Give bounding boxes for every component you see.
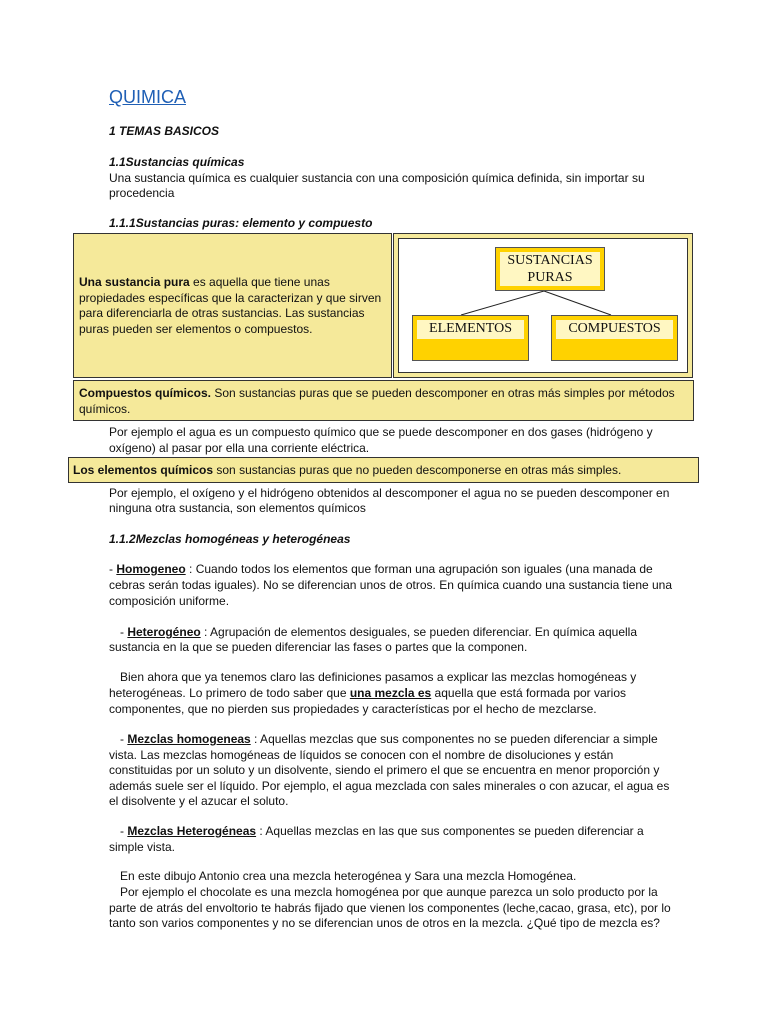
paragraph-intro-line3: componentes, que no pierden sus propiedades y características por el hecho de mezclarse. — [109, 702, 597, 716]
term-heterogeneo: Heterogéneo — [127, 625, 201, 639]
connector-line-right — [544, 291, 611, 315]
diagram-node-sustancias-puras — [495, 247, 605, 291]
list-dash: - — [120, 732, 128, 746]
list-dash: - — [109, 562, 117, 576]
paragraph-intro-line2 — [109, 686, 626, 702]
sustancias-puras-diagram — [393, 233, 693, 378]
section-heading-sustancias-quimicas: 1.1Sustancias químicas — [109, 155, 245, 169]
definition-line — [73, 463, 621, 479]
definition-mezclas-heterogeneas-line1 — [120, 824, 644, 840]
definition-line: puras pueden ser elementos o compuestos. — [79, 322, 313, 336]
definition-box-elementos-quimicos — [68, 457, 699, 483]
diagram-node-label: ELEMENTOS — [417, 320, 524, 339]
definition-line: químicos. — [79, 402, 131, 416]
paragraph-ejemplo-agua-line1: Por ejemplo el agua es un compuesto químico que se puede descomponer en dos gases (hidrógeno y — [109, 425, 653, 439]
term-una-mezcla-es: una mezcla es — [349, 686, 432, 700]
definition-term: Los elementos químicos — [73, 463, 214, 477]
paragraph-chocolate-line1: Por ejemplo el chocolate es una mezcla homogénea por que aunque parezca un solo producto por la — [120, 885, 658, 899]
list-dash: - — [120, 625, 128, 639]
definition-homogeneo-line3: composición uniforme. — [109, 594, 230, 608]
paragraph-chocolate-line2: parte de atrás del envoltorio te habrás fijado que vienen los componentes (leche,cacao, grasa, etc), por lo — [109, 901, 671, 915]
definition-line — [79, 275, 330, 291]
definition-mezclas-homogeneas-line5: el disolvente y el azucar el soluto. — [109, 794, 289, 808]
document-title[interactable]: QUIMICA — [109, 87, 187, 107]
paragraph-ejemplo-agua-line2: oxígeno) al pasar por ella una corriente eléctrica. — [109, 441, 370, 455]
definition-line — [79, 386, 675, 402]
paragraph-text: heterogéneas. Lo primero de todo saber que — [109, 686, 350, 700]
paragraph-intro-line1: Bien ahora que ya tenemos claro las definiciones pasamos a explicar las mezclas homogéneas y — [120, 670, 637, 684]
definition-line: para diferenciarla de otras sustancias. Las sustancias — [79, 306, 365, 320]
section-heading-sustancias-puras: 1.1.1Sustancias puras: elemento y compuesto — [109, 216, 373, 230]
definition-mezclas-homogeneas-line4: además suele ser el líquido. Por ejemplo, el agua mezclada con sales minerales o con azucar, el agua es — [109, 779, 670, 793]
definition-text: : Cuando todos los elementos que forman una agrupación son iguales (una manada de — [185, 562, 653, 576]
definition-term: Compuestos químicos. — [79, 386, 212, 400]
section-heading-temas-basicos: 1 TEMAS BASICOS — [109, 124, 220, 138]
term-mezclas-homogeneas: Mezclas homogeneas — [127, 732, 251, 746]
definition-mezclas-heterogeneas-line2: simple vista. — [109, 840, 176, 854]
list-dash: - — [120, 824, 128, 838]
paragraph-sustancia-quimica-line2: procedencia — [109, 186, 175, 200]
section-heading-mezclas: 1.1.2Mezclas homogéneas y heterogéneas — [109, 532, 351, 546]
paragraph-dibujo: En este dibujo Antonio crea una mezcla heterogénea y Sara una mezcla Homogénea. — [120, 869, 577, 883]
definition-box-sustancia-pura — [73, 233, 392, 378]
paragraph-ejemplo-oxigeno-line2: ninguna otra sustancia, son elementos químicos — [109, 501, 366, 515]
paragraph-chocolate-line3: tanto son varios componentes y no se diferencian unos de otros en la mezcla. ¿Qué tipo de mezcla es? — [109, 916, 660, 930]
diagram-canvas — [398, 238, 688, 373]
definition-text: son sustancias puras que no pueden descomponerse en otras más simples. — [213, 463, 622, 477]
term-homogeneo: Homogeneo — [116, 562, 186, 576]
definition-mezclas-homogeneas-line3: constituidas por un soluto y un disolvente, siendo el primero el que se encuentra en menor proporción y — [109, 763, 660, 777]
diagram-node-elementos — [412, 315, 529, 361]
definition-text: : Aquellas mezclas que sus componentes no se pueden diferenciar a simple — [250, 732, 658, 746]
definition-heterogeneo-line1 — [120, 625, 637, 641]
paragraph-ejemplo-oxigeno-line1: Por ejemplo, el oxígeno y el hidrógeno obtenidos al descomponer el agua no se pueden descomponer en — [109, 486, 670, 500]
connector-line-left — [461, 291, 544, 315]
definition-text: Son sustancias puras que se pueden descomponer en otras más simples por métodos — [211, 386, 675, 400]
paragraph-sustancia-quimica-line1: Una sustancia química es cualquier sustancia con una composición química definida, sin importar su — [109, 171, 645, 185]
diagram-root-line2: PURAS — [527, 270, 573, 285]
definition-text: es aquella que tiene unas — [189, 275, 330, 289]
paragraph-text: aquella que está formada por varios — [431, 686, 627, 700]
definition-homogeneo-line1 — [109, 562, 653, 578]
definition-homogeneo-line2: cebras serán todas iguales). No se diferencian unos de otros. En química cuando una sustancia tiene una — [109, 578, 673, 592]
definition-mezclas-homogeneas-line2: vista. Las mezclas homogéneas de líquidos se conocen con el nombre de disoluciones y están — [109, 748, 614, 762]
definition-line: propiedades específicas que la caracterizan y que sirven — [79, 291, 382, 305]
definition-term: Una sustancia pura — [79, 275, 190, 289]
definition-text: : Agrupación de elementos desiguales, se pueden diferenciar. En química aquella — [200, 625, 637, 639]
diagram-root-line1: SUSTANCIAS — [507, 253, 593, 268]
term-mezclas-heterogeneas: Mezclas Heterogéneas — [127, 824, 257, 838]
definition-box-compuestos-quimicos — [73, 380, 694, 421]
definition-mezclas-homogeneas-line1 — [120, 732, 658, 748]
definition-heterogeneo-line2: sustancia en la que se pueden diferenciar las fases o partes que la componen. — [109, 640, 528, 654]
definition-text: : Aquellas mezclas en las que sus componentes se pueden diferenciar a — [256, 824, 644, 838]
diagram-node-label: COMPUESTOS — [556, 320, 673, 339]
diagram-node-label — [500, 252, 600, 286]
diagram-node-compuestos — [551, 315, 678, 361]
